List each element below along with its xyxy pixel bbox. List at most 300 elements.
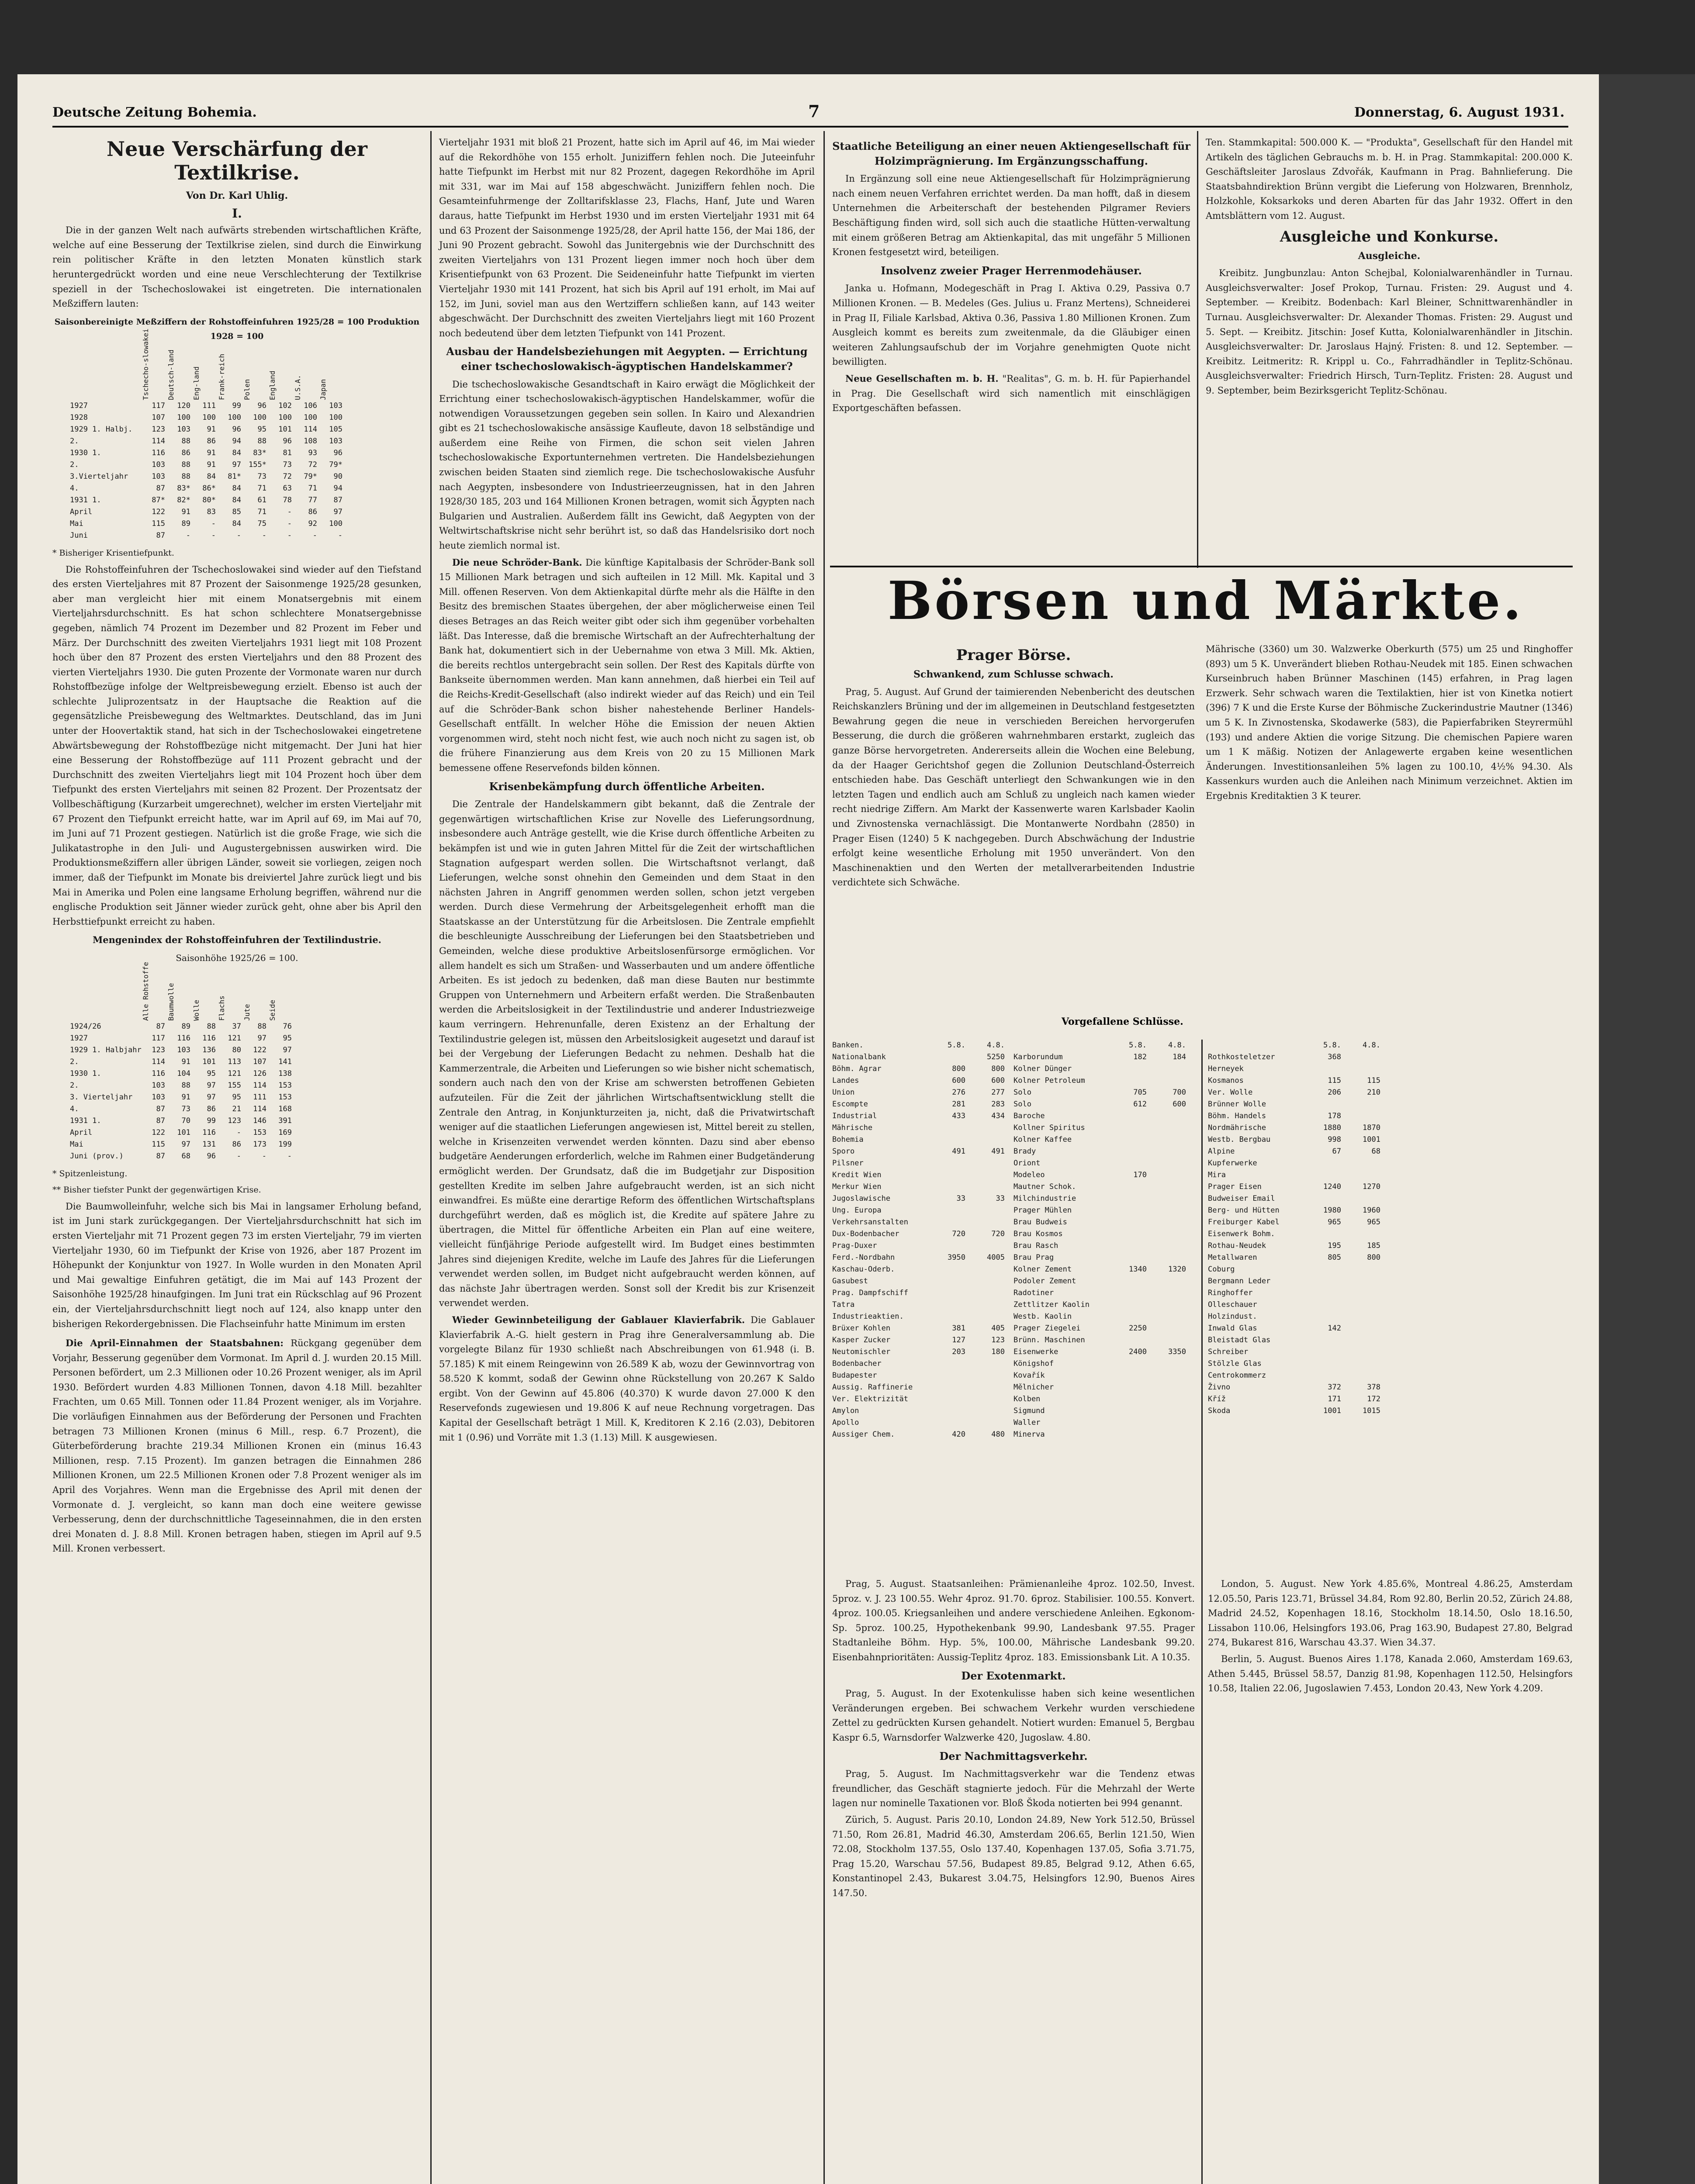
stock-price-today bbox=[1302, 1228, 1341, 1240]
table-row bbox=[70, 435, 422, 447]
table-cell: - bbox=[287, 1151, 292, 1161]
stock-row bbox=[832, 1393, 1005, 1405]
stock-price-today bbox=[1302, 1311, 1341, 1323]
stock-name: Holzindust. bbox=[1208, 1312, 1257, 1321]
table-cell: 116 bbox=[177, 1033, 190, 1043]
stock-price-prev bbox=[1341, 1264, 1380, 1275]
stock-row bbox=[1014, 1158, 1193, 1169]
paragraph: In Ergänzung soll eine neue Aktiengesellschaft für Holzimprägnierung nach einem neuen Verfahren errichtet werden. Da man hofft, daß in diesem Unternehmen die Arbeiterschaft der bestehenden Pilgramer Reviers Beschäftigung finden wird, soll sich auch die staatliche Hütten-verwaltung mit einem größeren Betrag am Aktienkapital, das mit ungefähr 5 Millionen Kronen festgesetzt wird, beteiligen. bbox=[832, 173, 1190, 258]
table-cell: 103 bbox=[152, 460, 165, 469]
stock-name: Industrieaktien. bbox=[832, 1312, 904, 1321]
stock-row bbox=[1208, 1287, 1391, 1299]
stock-row bbox=[832, 1252, 1005, 1264]
stock-price-prev bbox=[965, 1169, 1005, 1181]
stock-row bbox=[1208, 1382, 1391, 1393]
masthead-date: Donnerstag, 6. August 1931. bbox=[1354, 105, 1565, 120]
paragraph: Prag, 5. August. Staatsanleihen: Prämienanleihe 4proz. 102.50, Invest. 5proz. v. J. 23 100.55. Wehr 4proz. 91.70. 6proz. Stabilisier. 100.55. Konvert. 4proz. 100.05. Kriegsanleihen und andere verschiedene Anleihen. Egkonom-Sp. 5proz. 100.25, Hypothekenbank 99.90, Landesbank 97.55. Prager Stadtanleihe Böhm. Hyp. 5%, 100.00, Mährische Landesbank 99.20. Eisenbahnprioritäten: Aussig-Teplitz 4proz. 183. Emissionsbank Lit. A 10.35. bbox=[832, 1579, 1195, 1662]
paragraph: Die Gablauer Klavierfabrik A.-G. hielt gestern in Prag ihre Generalversammlung ab. Die vorgelegte Bilanz für 1930 schließt nach Abschreibungen von 61.948 (i. B. 57.185) K mit einem Reingewinn von 26.589 K ab, wozu der Gewinnvortrag von 58.520 K kommt, sodaß der Gewinn ohne Rückstellung von 20.267 K Saldo ergibt. Von der Gewinn auf 45.806 (40.370) K wurde davon 27.000 K den Reservefonds zugewiesen und 19.806 K auf neue Rechnung vorgetragen. Das Kapital der Gesellschaft beträgt 1 Mill. K, Kreditoren K 2.16 (2.03), Debitoren mit 1 (0.96) und Vorräte mit 1.3 (1.13) Mill. K ausgewiesen. bbox=[439, 1314, 815, 1443]
paragraph: Prag, 5. August. Auf Grund der taimierenden Nebenbericht des deutschen Reichskanzlers Brüning und der im allgemeinen in Deutschland festgesetzten Bewahrung gegen die neue in verschieden Bereichen hervorgerufen Besserung, die durch die größeren wahrnehmbaren erstarkt, zugleich das ganze Börse hervorgetreten. Andererseits allein die Wochen eine Belebung, da der Haager Gerichtshof gegen die Zollunion Deutschland-Österreich entschieden habe. Das Geschäft unterliegt den Schwankungen wie in den letzten Tagen und endlich auch am Schluß zu ungleich nach kamen wieder recht niedrige Ziffern. Am Markt der Kassenwerte waren Karlsbader Kaolin und Zivnostenska vernachlässigt. Die Montanwerte Nordbahn (2850) in Prager Eisen (1240) 5 K nachgegeben. Durch Abschwächung der Industrie erfolgt keine wesentliche Erholung mit 1950 unverändert. Von den Maschinenaktien und den Werten der metallverarbeitenden Industrie verdichtete sich Schwäche. bbox=[832, 686, 1195, 888]
stock-row bbox=[832, 1240, 1005, 1252]
table-cell: 78 bbox=[283, 495, 292, 505]
section-subtitle: Schwankend, zum Schlusse schwach. bbox=[913, 669, 1114, 680]
stock-price-today bbox=[1107, 1252, 1147, 1264]
stock-name: Metallwaren bbox=[1208, 1253, 1257, 1262]
row-label: 1931 1. bbox=[70, 1116, 101, 1125]
table-row bbox=[70, 1127, 422, 1139]
column-2 bbox=[439, 135, 815, 1447]
table-cell: 73 bbox=[257, 472, 266, 481]
table-cell: 79* bbox=[329, 460, 342, 469]
stock-row bbox=[832, 1323, 1005, 1334]
table-cell: 96 bbox=[333, 448, 342, 457]
table-cell: 81 bbox=[283, 448, 292, 457]
stock-price-today bbox=[1107, 1358, 1147, 1370]
article-title: Neue Verschärfung der Textilkrise. bbox=[107, 137, 367, 184]
stock-price-today bbox=[1107, 1146, 1147, 1158]
column-rule bbox=[1201, 1040, 1203, 2184]
table-cell: - bbox=[262, 1151, 266, 1161]
table-cell: 90 bbox=[333, 472, 342, 481]
table-cell: 101 bbox=[202, 1057, 216, 1066]
stock-name: Freiburger Kabel bbox=[1208, 1218, 1280, 1227]
stock-price-today: 203 bbox=[952, 1348, 965, 1356]
stock-name: Mautner Schok. bbox=[1014, 1182, 1076, 1191]
stock-price-today: 1340 bbox=[1129, 1265, 1147, 1274]
stock-price-today bbox=[1107, 1429, 1147, 1441]
stock-price-prev: 800 bbox=[1367, 1253, 1380, 1262]
table-row bbox=[70, 400, 422, 412]
stock-row bbox=[1014, 1264, 1193, 1275]
column-3 bbox=[832, 135, 1190, 418]
table-cell: 100 bbox=[177, 413, 190, 422]
stock-price-today bbox=[1107, 1205, 1147, 1216]
stock-name: Kovařík bbox=[1014, 1371, 1045, 1380]
row-label: 1927 bbox=[70, 1033, 88, 1043]
stock-row bbox=[1014, 1075, 1193, 1087]
table-cell: 89 bbox=[181, 1022, 190, 1031]
row-label: 2. bbox=[70, 1057, 79, 1066]
table-cell: 391 bbox=[278, 1116, 292, 1125]
stock-price-today: 600 bbox=[952, 1076, 965, 1085]
table-cell: 71 bbox=[257, 484, 266, 493]
stock-price-today bbox=[1107, 1334, 1147, 1346]
stock-row bbox=[1014, 1358, 1193, 1370]
stock-price-prev bbox=[965, 1134, 1005, 1146]
stock-price-prev: 700 bbox=[1173, 1088, 1186, 1097]
table-cell: 88 bbox=[207, 1022, 216, 1031]
row-label: 4. bbox=[70, 1104, 79, 1113]
table-cell: 107 bbox=[253, 1057, 266, 1066]
table-cell: 103 bbox=[152, 472, 165, 481]
table-row bbox=[70, 1103, 422, 1115]
stock-row bbox=[1014, 1134, 1193, 1146]
stock-price-prev bbox=[965, 1122, 1005, 1134]
stock-name: Tatra bbox=[832, 1300, 855, 1309]
table-cell: 96 bbox=[232, 425, 241, 434]
stock-price-prev: 1270 bbox=[1363, 1182, 1380, 1191]
table-cell: 116 bbox=[152, 1069, 165, 1078]
stock-name: Brüxer Kohlen bbox=[832, 1324, 891, 1333]
table-cell: 88 bbox=[257, 1022, 266, 1031]
stock-price-today: 800 bbox=[952, 1064, 965, 1073]
table-cell: 83* bbox=[177, 484, 190, 493]
paragraph: Vierteljahr 1931 mit bloß 21 Prozent, hatte sich im April auf 46, im Mai wieder auf die Rekordhöhe von 155 erholt. Juniziffern fehlen noch. Die Juteeinfuhr hatte Tiefpunkt im Herbst mit nur 82 Prozent, dagegen Rekordhöhe im April mit 331, war im Mai auf 158 abgeschwächt. Juniziffern fehlen noch. Die Gesamteinfuhrmenge der Zolltarifsklasse 23, Flachs, Hanf, Jute und Waren daraus, hatte Tiefpunkt im Herbst 1930 und im ersten Vierteljahr 1931 mit 64 und 63 Prozent der Saisonmenge 1925/28, der April hatte 156, der Mai 186, der Juni 90 Prozent gebracht. Sowohl das Junitergebnis wie der Durchschnitt des zweiten Vierteljahrs von 131 Prozent liegen immer noch hoch über dem Krisentiefpunkt von 63 Prozent. Die Seideneinfuhr hatte Tiefpunkt im vierten Vierteljahr 1930 mit 141 Prozent, hat sich bis April auf 191 erholt, im Mai auf 152, im Juni, soviel man aus den Wertziffern schließen kann, auf 143 weiter abgeschwächt. Der Durchschnitt des zweiten Vierteljahrs liegt mit 160 Prozent noch bedeutend über dem letzten Tiefpunkt von 141 Prozent. bbox=[439, 137, 815, 339]
table-cell: 95 bbox=[257, 425, 266, 434]
table-cell: 75 bbox=[257, 519, 266, 528]
table-cell: - bbox=[211, 519, 216, 528]
stock-price-prev bbox=[1341, 1358, 1380, 1370]
stock-name: Landes bbox=[832, 1076, 859, 1085]
stock-row bbox=[832, 1205, 1005, 1216]
stock-name: Milchindustrie bbox=[1014, 1194, 1076, 1203]
stock-price-today bbox=[1107, 1299, 1147, 1311]
stock-row bbox=[1014, 1205, 1193, 1216]
table-cell: 103 bbox=[329, 436, 342, 446]
table-row bbox=[70, 471, 422, 483]
stock-price-prev: 185 bbox=[1367, 1241, 1380, 1250]
table-row bbox=[70, 1044, 422, 1056]
stock-price-prev bbox=[965, 1287, 1005, 1299]
stock-price-prev bbox=[1147, 1252, 1186, 1264]
stock-row bbox=[832, 1193, 1005, 1205]
column-header: Seide bbox=[268, 999, 277, 1021]
stock-price-today bbox=[1107, 1181, 1147, 1193]
table-cell: 117 bbox=[152, 1033, 165, 1043]
stock-row bbox=[832, 1158, 1005, 1169]
stock-price-today bbox=[926, 1216, 965, 1228]
stock-row bbox=[1208, 1405, 1391, 1417]
stock-table-banks bbox=[832, 1040, 1005, 1441]
stock-price-today: 491 bbox=[952, 1147, 965, 1156]
stock-price-prev bbox=[1147, 1405, 1186, 1417]
stock-name: Industrial bbox=[832, 1112, 877, 1120]
table-cell: 153 bbox=[278, 1092, 292, 1102]
stock-row bbox=[1208, 1158, 1391, 1169]
stock-row bbox=[1014, 1323, 1193, 1334]
table-cell: 61 bbox=[257, 495, 266, 505]
stock-row bbox=[1208, 1110, 1391, 1122]
table-cell: 131 bbox=[202, 1140, 216, 1149]
stock-price-today bbox=[926, 1393, 965, 1405]
page-number: 7 bbox=[808, 101, 820, 121]
stock-name: Kolben bbox=[1014, 1395, 1041, 1403]
stock-name: Coburg bbox=[1208, 1265, 1235, 1274]
table-footnote: * Spitzenleistung. bbox=[52, 1168, 128, 1178]
paragraph: Prag, 5. August. In der Exotenkulisse haben sich keine wesentlichen Veränderungen ergeben. Bei schwachem Verkehr wurden verschiedene Zettel zu gedrückten Kursen gehandelt. Notiert wurden: Emanuel 5, Bergbau Kaspr 6.5, Warnsdorfer Walzwerke 420, Jugoslaw. 4.80. bbox=[832, 1688, 1195, 1743]
stock-row bbox=[1208, 1051, 1391, 1063]
stock-price-prev bbox=[1147, 1323, 1186, 1334]
stock-price-prev: 378 bbox=[1367, 1383, 1380, 1392]
stock-price-today bbox=[1302, 1358, 1341, 1370]
stock-name: Rothkosteletzer bbox=[1208, 1053, 1275, 1061]
table-cell: 88 bbox=[181, 436, 190, 446]
stock-name: Budweiser Email bbox=[1208, 1194, 1275, 1203]
date-column-header: 4.8. bbox=[1363, 1041, 1380, 1050]
stock-row bbox=[832, 1358, 1005, 1370]
stock-row bbox=[832, 1216, 1005, 1228]
stock-row bbox=[1208, 1087, 1391, 1099]
markets-left bbox=[832, 642, 1195, 892]
stock-price-prev: 965 bbox=[1367, 1218, 1380, 1227]
stock-header-row bbox=[1208, 1040, 1391, 1051]
row-label: 1924/26 bbox=[70, 1022, 101, 1031]
table-cell: 111 bbox=[253, 1092, 266, 1102]
paragraph: Mährische (3360) um 30. Walzwerke Oberkurth (575) um 25 und Ringhoffer (893) um 5 K. Unverändert blieben Rothau-Neudek mit 185. Einen schwachen Kurseinbruch haben Brünner Maschinen (145) erfahren, in Prag lagen Erzwerk. Sehr schwach waren die Textilaktien, hier ist von Kinetka notiert (396) 7 K und die Erste Kurse der Böhmische Zuckerindustrie Mautner (1346) um 5 K. In Zivnostenska, Skodawerke (583), die Papierfabriken Steyrermühl (193) und andere Aktien die vorige Sitzung. Die chemischen Papiere waren um 1 K mäßig. Notizen der Anlagewerte ergaben keine wesentlichen Änderungen. Investitionsanleihen 5% lagen zu 100.10, 4½% 94.30. Als Kassenkurs wurden auch die Anleihen nach Minimum verzeichnet. Aktien im Ergebnis Kreditaktien 3 K teurer. bbox=[1206, 644, 1573, 801]
section-subtitle: Ausgleiche. bbox=[1358, 250, 1421, 262]
stock-name: Bleistadt Glas bbox=[1208, 1336, 1271, 1344]
stock-row bbox=[1014, 1216, 1193, 1228]
stock-row bbox=[1208, 1063, 1391, 1075]
stock-name: Ung. Europa bbox=[832, 1206, 882, 1215]
table-cell: 73 bbox=[283, 460, 292, 469]
table-cell: 87* bbox=[152, 495, 165, 505]
table-cell: 97 bbox=[257, 1033, 266, 1043]
article-title: Wieder Gewinnbeteiligung der Gablauer Klavierfabrik. bbox=[452, 1314, 745, 1325]
stock-row bbox=[1014, 1122, 1193, 1134]
stock-price-prev bbox=[1341, 1311, 1380, 1323]
stock-name: Oriont bbox=[1014, 1159, 1041, 1168]
table-cell: 111 bbox=[202, 401, 216, 410]
stock-price-prev bbox=[1147, 1370, 1186, 1382]
stock-name: Königshof bbox=[1014, 1359, 1054, 1368]
stock-name: Kasper Zucker bbox=[832, 1336, 891, 1344]
table-cell: 116 bbox=[202, 1033, 216, 1043]
column-4 bbox=[1206, 135, 1573, 400]
table-cell: - bbox=[287, 531, 292, 540]
stock-row bbox=[832, 1181, 1005, 1193]
table-title: Mengenindex der Rohstoffeinfuhren der Textilindustrie. bbox=[92, 934, 381, 946]
table-cell: 91 bbox=[181, 1092, 190, 1102]
column-header: Flachs bbox=[218, 995, 226, 1021]
stock-price-today bbox=[1302, 1158, 1341, 1169]
stock-row bbox=[832, 1405, 1005, 1417]
table-footnote: ** Bisher tiefster Punkt der gegenwärtigen Krise. bbox=[52, 1185, 261, 1195]
stock-row bbox=[1014, 1169, 1193, 1181]
table-cell: 70 bbox=[181, 1116, 190, 1125]
stock-row bbox=[1014, 1051, 1193, 1063]
stock-price-prev bbox=[1341, 1051, 1380, 1063]
stock-row bbox=[1014, 1110, 1193, 1122]
stock-price-prev: 4005 bbox=[987, 1253, 1005, 1262]
stock-name: Apollo bbox=[832, 1418, 859, 1427]
stock-price-prev: 180 bbox=[991, 1348, 1005, 1356]
stock-price-today bbox=[1302, 1099, 1341, 1110]
paragraph: Die Baumwolleinfuhr, welche sich bis Mai in langsamer Erholung befand, ist im Juni stark zurückgegangen. Der Vierteljahrsdurchschnitt hat sich im ersten Vierteljahr mit 71 Prozent gegen 73 im ersten Vierteljahr, 79 im vierten Vierteljahr 1930, 60 im Tiefpunkt der Krise von 1926, aber 187 Prozent im Höhepunkt der Konjunktur von 1927. In Wolle wurden in den Monaten April und Mai gewaltige Einfuhren getätigt, die im Mai auf 143 Prozent der Saisonhöhe 1925/28 hinaufgingen. Im Juni trat ein Rückschlag auf 96 Prozent ein, der Vierteljahrsdurchschnitt liegt noch auf 124, also knapp unter den bisherigen Rekordergebnissen. Die Flachseinfuhr hatte Minimum im ersten bbox=[52, 1201, 422, 1329]
table-cell: 87 bbox=[156, 1151, 165, 1161]
stock-header-row bbox=[1014, 1040, 1193, 1051]
stock-row bbox=[1208, 1299, 1391, 1311]
stock-row bbox=[832, 1146, 1005, 1158]
stock-price-today: 433 bbox=[952, 1112, 965, 1120]
table-cell: 120 bbox=[177, 401, 190, 410]
stock-price-prev bbox=[1147, 1158, 1186, 1169]
stock-row bbox=[1208, 1228, 1391, 1240]
stock-price-today: 381 bbox=[952, 1324, 965, 1333]
stock-price-today bbox=[1107, 1287, 1147, 1299]
table-cell: 141 bbox=[278, 1057, 292, 1066]
stock-price-prev bbox=[1147, 1169, 1186, 1181]
table-cell: 199 bbox=[278, 1140, 292, 1149]
stock-name: Prager Mühlen bbox=[1014, 1206, 1072, 1215]
table-cell: 155* bbox=[249, 460, 266, 469]
table-cell: - bbox=[236, 1151, 241, 1161]
stock-row bbox=[1014, 1405, 1193, 1417]
table-cell: 87 bbox=[156, 1116, 165, 1125]
stock-name: Mira bbox=[1208, 1171, 1226, 1179]
stock-name: Prag-Duxer bbox=[832, 1241, 877, 1250]
stock-price-today: 1880 bbox=[1323, 1123, 1341, 1132]
table-cell: 96 bbox=[207, 1151, 216, 1161]
stock-name: Brünner Wolle bbox=[1208, 1100, 1266, 1109]
stock-row bbox=[1014, 1193, 1193, 1205]
stock-price-prev bbox=[1147, 1075, 1186, 1087]
stock-price-prev bbox=[1147, 1311, 1186, 1323]
stock-price-prev bbox=[965, 1417, 1005, 1429]
stock-price-today: 178 bbox=[1328, 1112, 1341, 1120]
table-header-spacer bbox=[70, 968, 140, 1021]
stock-price-today bbox=[1302, 1169, 1341, 1181]
table-cell: 84 bbox=[232, 519, 241, 528]
stock-price-today: 612 bbox=[1133, 1100, 1147, 1109]
stock-row bbox=[832, 1346, 1005, 1358]
table-cell: 86 bbox=[308, 507, 317, 516]
stock-price-today bbox=[926, 1311, 965, 1323]
table-cell: 114 bbox=[152, 1057, 165, 1066]
table-cell: 115 bbox=[152, 519, 165, 528]
stock-row bbox=[1014, 1299, 1193, 1311]
stock-price-today: 195 bbox=[1328, 1241, 1341, 1250]
stock-price-prev: 115 bbox=[1367, 1076, 1380, 1085]
section-rule bbox=[830, 566, 1573, 567]
table-cell: 99 bbox=[207, 1116, 216, 1125]
stock-price-today bbox=[926, 1134, 965, 1146]
stock-row bbox=[1014, 1429, 1193, 1441]
table-cell: 103 bbox=[329, 401, 342, 410]
stock-row bbox=[1014, 1181, 1193, 1193]
stock-price-today: 206 bbox=[1328, 1088, 1341, 1097]
stock-row bbox=[832, 1110, 1005, 1122]
stock-price-prev bbox=[1341, 1099, 1380, 1110]
stock-price-prev bbox=[965, 1240, 1005, 1252]
stock-row bbox=[832, 1051, 1005, 1063]
stock-row bbox=[1014, 1311, 1193, 1323]
stock-price-today bbox=[926, 1275, 965, 1287]
table-cell: 91 bbox=[207, 425, 216, 434]
stock-row bbox=[1208, 1146, 1391, 1158]
stock-row bbox=[1208, 1134, 1391, 1146]
stock-name: Gasubest bbox=[832, 1277, 868, 1286]
stock-price-prev: 210 bbox=[1367, 1088, 1380, 1097]
table-cell: 100 bbox=[228, 413, 241, 422]
column-1 bbox=[52, 135, 422, 1558]
column-header: Japan bbox=[319, 379, 327, 400]
stock-price-today bbox=[1302, 1193, 1341, 1205]
stock-price-prev bbox=[1147, 1181, 1186, 1193]
stock-price-prev bbox=[1147, 1287, 1186, 1299]
stock-name: Kredit Wien bbox=[832, 1171, 882, 1179]
table-cell: 91 bbox=[181, 507, 190, 516]
table-cell: 87 bbox=[156, 484, 165, 493]
stock-price-prev bbox=[1341, 1299, 1380, 1311]
stock-price-prev bbox=[965, 1216, 1005, 1228]
table-cell: 99 bbox=[232, 401, 241, 410]
stock-name: Modeleo bbox=[1014, 1171, 1045, 1179]
stock-price-prev bbox=[1147, 1393, 1186, 1405]
stock-name: Aussiger Chem. bbox=[832, 1430, 895, 1439]
stock-row bbox=[1208, 1252, 1391, 1264]
stock-row bbox=[832, 1287, 1005, 1299]
stock-row bbox=[832, 1264, 1005, 1275]
table-header-row bbox=[70, 961, 422, 1021]
stock-row bbox=[1208, 1122, 1391, 1134]
stock-price-prev bbox=[1147, 1429, 1186, 1441]
paragraph: Janka u. Hofmann, Modegeschäft in Prag I. Aktiva 0.29, Passiva 0.7 Millionen Kronen. — B. Medeles (Ges. Julius u. Franz Mertens), Schneiderei in Prag II, Filiale Karlsbad, Aktiva 0.36, Passiva 1.80 Millionen Kronen. Zum Ausgleich kommt es bereits zum zweitenmale, da die Gläubiger einen weiteren Zahlungsaufschub der im Vorjahre genehmigten Quote nicht bewilligten. bbox=[832, 283, 1190, 367]
stock-price-prev bbox=[1341, 1169, 1380, 1181]
stock-price-today: 171 bbox=[1328, 1395, 1341, 1403]
table-cell: 100 bbox=[329, 519, 342, 528]
table-cell: 81* bbox=[228, 472, 241, 481]
stock-name: Herneyek bbox=[1208, 1064, 1244, 1073]
table-row bbox=[70, 1080, 422, 1092]
newspaper-page bbox=[17, 74, 1599, 2184]
stock-name: Bodenbacher bbox=[832, 1359, 882, 1368]
table-cell: 115 bbox=[152, 1140, 165, 1149]
table-cell: 88 bbox=[181, 460, 190, 469]
stock-name: Alpine bbox=[1208, 1147, 1235, 1156]
article-title: Ausbau der Handelsbeziehungen mit Aegypten. — Errichtung einer tschechoslowakisch-ägyptischen Handelskammer? bbox=[446, 345, 808, 373]
row-label: 1929 1. Halbj. bbox=[70, 425, 133, 434]
article-title: Neue Gesellschaften m. b. H. bbox=[845, 373, 999, 384]
stock-row bbox=[832, 1122, 1005, 1134]
column-header: U.S.A. bbox=[294, 375, 302, 400]
table-row bbox=[70, 1021, 422, 1033]
table-cell: 101 bbox=[278, 425, 292, 434]
stock-name: Mělnicher bbox=[1014, 1383, 1054, 1392]
stock-name: Neutomischler bbox=[832, 1348, 891, 1356]
stock-row bbox=[832, 1063, 1005, 1075]
paragraph: Die Rohstoffeinfuhren der Tschechoslowakei sind wieder auf den Tiefstand des ersten Vierteljahres mit 87 Prozent der Saisonmenge 1925/28 gesunken, aber man vergleicht hier mit einem Monatsergebnis mit einem Vierteljahrsdurchschnitt. Es hat schon schlechtere Monatsergebnisse gegeben, nämlich 74 Prozent im Dezember und 82 Prozent im Feber und März. Der Durchschnitt des zweiten Vierteljahrs 1931 liegt mit 108 Prozent hoch über den 87 Prozent des ersten Vierteljahrs und den 88 Prozent des vierten Vierteljahrs 1930. Die guten Prozente der Vormonate waren nur durch Rohstoffbezüge infolge der Weltpreisbewegung erzielt. Ebenso ist auch der schlechte Juliprozentsatz in der Hauptsache die Reaktion auf die gegensätzliche Preisbewegung des Weltmarktes. Deutschland, das im Juni unter der Hoovertaktik stand, hat sich in der Tschechoslowakei eingetretene Abwärtsbewegung der Rohstoffbezüge nicht mitgemacht. Der Juni hat hier eine Besserung der Rohstoffbezüge auf 111 Prozent gebracht und der Durchschnitt des zweiten Vierteljahrs liegt mit 104 Prozent hoch über dem Tiefpunkt des ersten Vierteljahrs mit seinen 82 Prozent. Der Prozentsatz der Vollbeschäftigung (Kurzarbeit umgerechnet), welcher im ersten Vierteljahr mit 67 Prozent den Tiefpunkt erreicht hatte, war im April auf 69, im Mai auf 70, im Juni auf 71 Prozent gestiegen. Natürlich ist die große Frage, wie sich die Julikatastrophe in den Juli- und Augustergebnissen auswirken wird. Die Produktionsmeßziffern aller übrigen Länder, soweit sie vorliegen, zeigen noch immer, daß der Tiefpunkt im Monate bis dreiviertel Jahre zurück liegt und bis Mai in Amerika und Polen eine langsame Erholung begriffen, während nur die englische Produktion seit Jänner wieder zurück geht, ohne aber bis April den Herbsttiefpunkt erreicht zu haben. bbox=[52, 564, 422, 927]
stock-name: Kříž bbox=[1208, 1395, 1226, 1403]
table-row bbox=[70, 424, 422, 435]
row-label: Juni (prov.) bbox=[70, 1151, 124, 1161]
table-footnote: * Bisheriger Krisentiefpunkt. bbox=[52, 548, 174, 558]
stock-name: Kaschau-Oderb. bbox=[832, 1265, 895, 1274]
table-cell: 108 bbox=[304, 436, 317, 446]
stock-price-today: 33 bbox=[956, 1194, 965, 1203]
stock-row bbox=[832, 1429, 1005, 1441]
stock-price-prev bbox=[1341, 1287, 1380, 1299]
column-header: Wolle bbox=[192, 999, 201, 1021]
table-cell: 84 bbox=[207, 472, 216, 481]
row-label: 3. Vierteljahr bbox=[70, 1092, 133, 1102]
stock-name: Dux-Bodenbacher bbox=[832, 1230, 899, 1238]
table-cell: 121 bbox=[228, 1033, 241, 1043]
paragraph: Rückgang gegenüber dem Vorjahr, Besserung gegenüber dem Vormonat. Im April d. J. wurden 20.15 Mill. Personen befördert, um 2.3 Millionen oder 10.26 Prozent weniger, als im April 1930. Befördert wurden 4.83 Millionen Tonnen, davon 4.18 Mill. bezahlter Frachten, um 0.65 Mill. Tonnen oder 11.84 Prozent weniger, als im Vorjahre. Die vorläufigen Einnahmen aus der Beförderung der Personen und Frachten betragen 73 Millionen Kronen (minus 6 Mill., resp. 6.7 Prozent), die Güterbeförderung brachte 219.34 Millionen Kronen ein (minus 16.43 Millionen, resp. 7.15 Prozent). Im ganzen betragen die Einnahmen 286 Millionen Kronen, um 22.5 Millionen Kronen oder 7.8 Prozent weniger als im April des Vorjahres. Wenn man die Ergebnisse des April mit denen der Vormonate d. J. vergleicht, so kann man doch eine weitere gewisse Verbesserung, denn der durchschnittliche Tageseinnahmen, die in den ersten drei Monaten d. J. 8.8 Mill. Kronen betragen haben, stiegen im April auf 9.5 Mill. Kronen verbessert. bbox=[52, 1338, 422, 1554]
section-title: Der Nachmittagsverkehr. bbox=[939, 1749, 1088, 1762]
stock-price-today bbox=[1107, 1110, 1147, 1122]
table-cell: 86* bbox=[202, 484, 216, 493]
stock-price-prev bbox=[965, 1181, 1005, 1193]
stock-price-prev bbox=[1147, 1228, 1186, 1240]
table-cell: 105 bbox=[329, 425, 342, 434]
table-row bbox=[70, 459, 422, 471]
table-row bbox=[70, 506, 422, 518]
table-cell: 100 bbox=[202, 413, 216, 422]
stock-price-today: 2400 bbox=[1129, 1348, 1147, 1356]
stock-price-prev: 480 bbox=[991, 1430, 1005, 1439]
stock-name: Nationalbank bbox=[832, 1053, 886, 1061]
stock-price-today bbox=[1302, 1287, 1341, 1299]
